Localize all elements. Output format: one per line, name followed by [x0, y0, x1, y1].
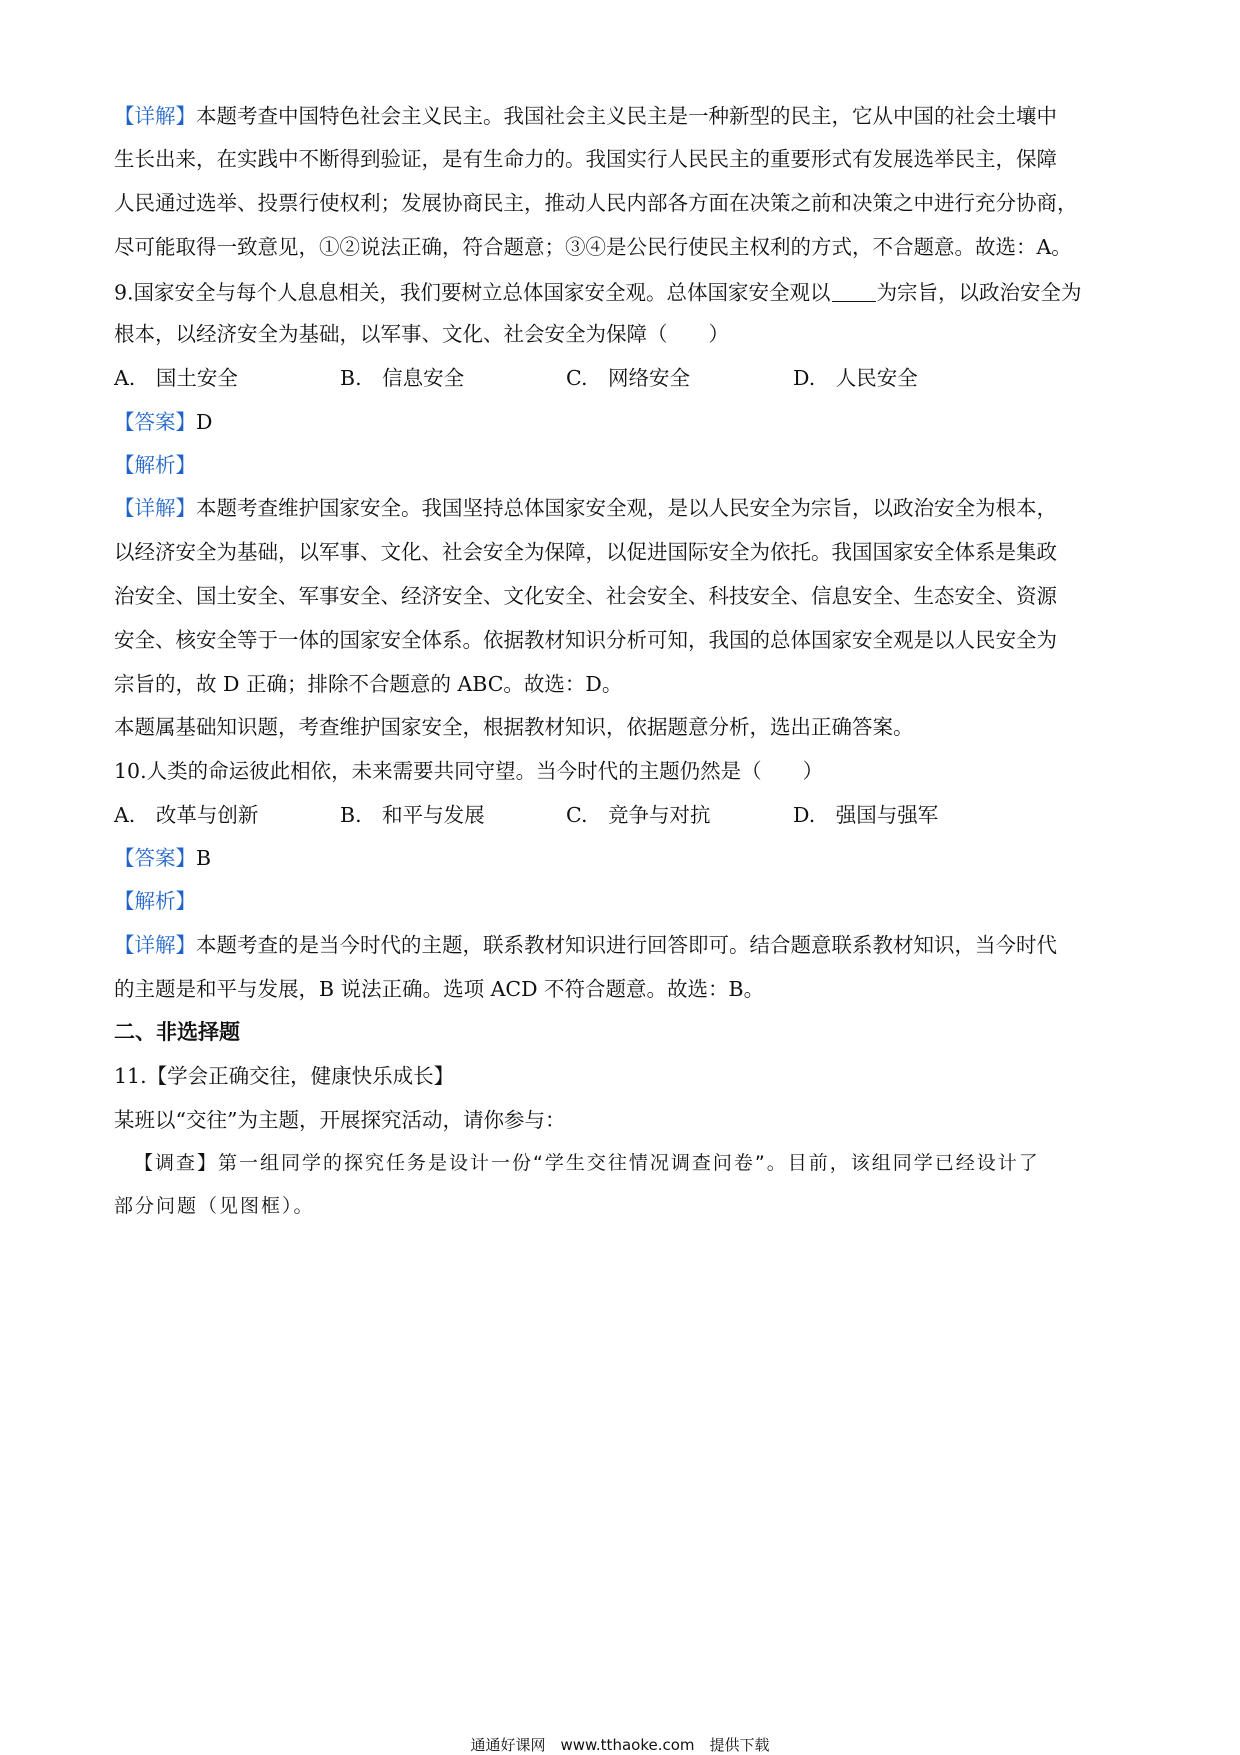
detail-text: 本题考查中国特色社会主义民主。我国社会主义民主是一种新型的民主，它从中国的社会土壤中 [196, 104, 1057, 128]
q10-option-b: B. 和平与发展 [340, 803, 485, 827]
q9-analysis-tag: 【解析】 [114, 453, 196, 477]
q10-analysis-tag: 【解析】 [114, 889, 196, 913]
answer-value: D [196, 410, 213, 434]
q9-detail-line [114, 498, 1057, 519]
fill-in-blank [832, 280, 876, 302]
question-9-stem-part2: 为宗旨，以政治安全为 [876, 280, 1082, 305]
q10-answer [114, 848, 211, 869]
q10-option-a: A. 改革与创新 [114, 803, 259, 827]
q9-option-c: C. 网络安全 [566, 366, 690, 390]
question-9-stem [114, 280, 1082, 303]
q9-detail-line: 以经济安全为基础，以军事、文化、社会安全为保障，以促进国际安全为依托。我国国家安全体系是集政 [114, 540, 1057, 564]
question-9-stem-part1: 9.国家安全与每个人息息相关，我们要树立总体国家安全观。总体国家安全观以 [114, 280, 831, 305]
question-11-title: 11.【学会正确交往，健康快乐成长】 [114, 1064, 455, 1088]
q9-option-d: D. 人民安全 [793, 366, 918, 390]
survey-paragraph-line: 【调查】第一组同学的探究任务是设计一份“学生交往情况调查问卷”。目前，该组同学已经设计了 [134, 1152, 1040, 1174]
answer-tag: 【答案】 [114, 410, 196, 434]
q9-answer [114, 412, 212, 433]
answer-tag: 【答案】 [114, 846, 196, 870]
q9-summary-line: 本题属基础知识题，考查维护国家安全，根据教材知识，依据题意分析，选出正确答案。 [114, 715, 914, 739]
detail-text: 本题考查的是当今时代的主题，联系教材知识进行回答即可。结合题意联系教材知识，当今时代 [196, 933, 1057, 957]
answer-value: B [196, 846, 212, 870]
question-11-intro: 某班以“交往”为主题，开展探究活动，请你参与： [114, 1108, 566, 1132]
q9-detail-line: 安全、核安全等于一体的国家安全体系。依据教材知识分析可知，我国的总体国家安全观是以人民安全为 [114, 628, 1057, 652]
q10-detail-line: 的主题是和平与发展，B 说法正确。选项 ACD 不符合题意。故选：B。 [114, 977, 765, 1001]
survey-paragraph-line: 部分问题（见图框）。 [114, 1195, 315, 1217]
detail-paragraph-line [114, 106, 1057, 127]
q9-option-b: B. 信息安全 [340, 366, 465, 390]
q9-option-a: A. 国土安全 [114, 366, 238, 390]
detail-paragraph-line: 人民通过选举、投票行使权利；发展协商民主，推动人民内部各方面在决策之前和决策之中进行充分协商， [114, 191, 1078, 215]
question-10-stem: 10.人类的命运彼此相依，未来需要共同守望。当今时代的主题仍然是（ ） [114, 759, 824, 783]
detail-text: 本题考查维护国家安全。我国坚持总体国家安全观，是以人民安全为宗旨，以政治安全为根本， [196, 496, 1057, 520]
q9-detail-line: 宗旨的，故 D 正确；排除不合题意的 ABC。故选：D。 [114, 672, 623, 696]
detail-tag: 【详解】 [114, 104, 196, 128]
q10-option-c: C. 竞争与对抗 [566, 803, 711, 827]
detail-paragraph-line: 生长出来，在实践中不断得到验证，是有生命力的。我国实行人民民主的重要形式有发展选举民主，保障 [114, 147, 1057, 171]
question-9-stem-line2: 根本，以经济安全为基础，以军事、文化、社会安全为保障（ ） [114, 322, 729, 346]
q9-detail-line: 治安全、国土安全、军事安全、经济安全、文化安全、社会安全、科技安全、信息安全、生态安全、资源 [114, 584, 1057, 608]
detail-tag: 【详解】 [114, 933, 196, 957]
q10-option-d: D. 强国与强军 [793, 803, 939, 827]
detail-paragraph-line: 尽可能取得一致意见，①②说法正确，符合题意；③④是公民行使民主权利的方式，不合题意。故选：A。 [114, 235, 1072, 259]
q10-detail-line [114, 935, 1057, 956]
section-heading: 二、非选择题 [114, 1020, 240, 1044]
detail-tag: 【详解】 [114, 496, 196, 520]
page-footer: 通通好课网 www.tthaoke.com 提供下载 [470, 1736, 770, 1754]
